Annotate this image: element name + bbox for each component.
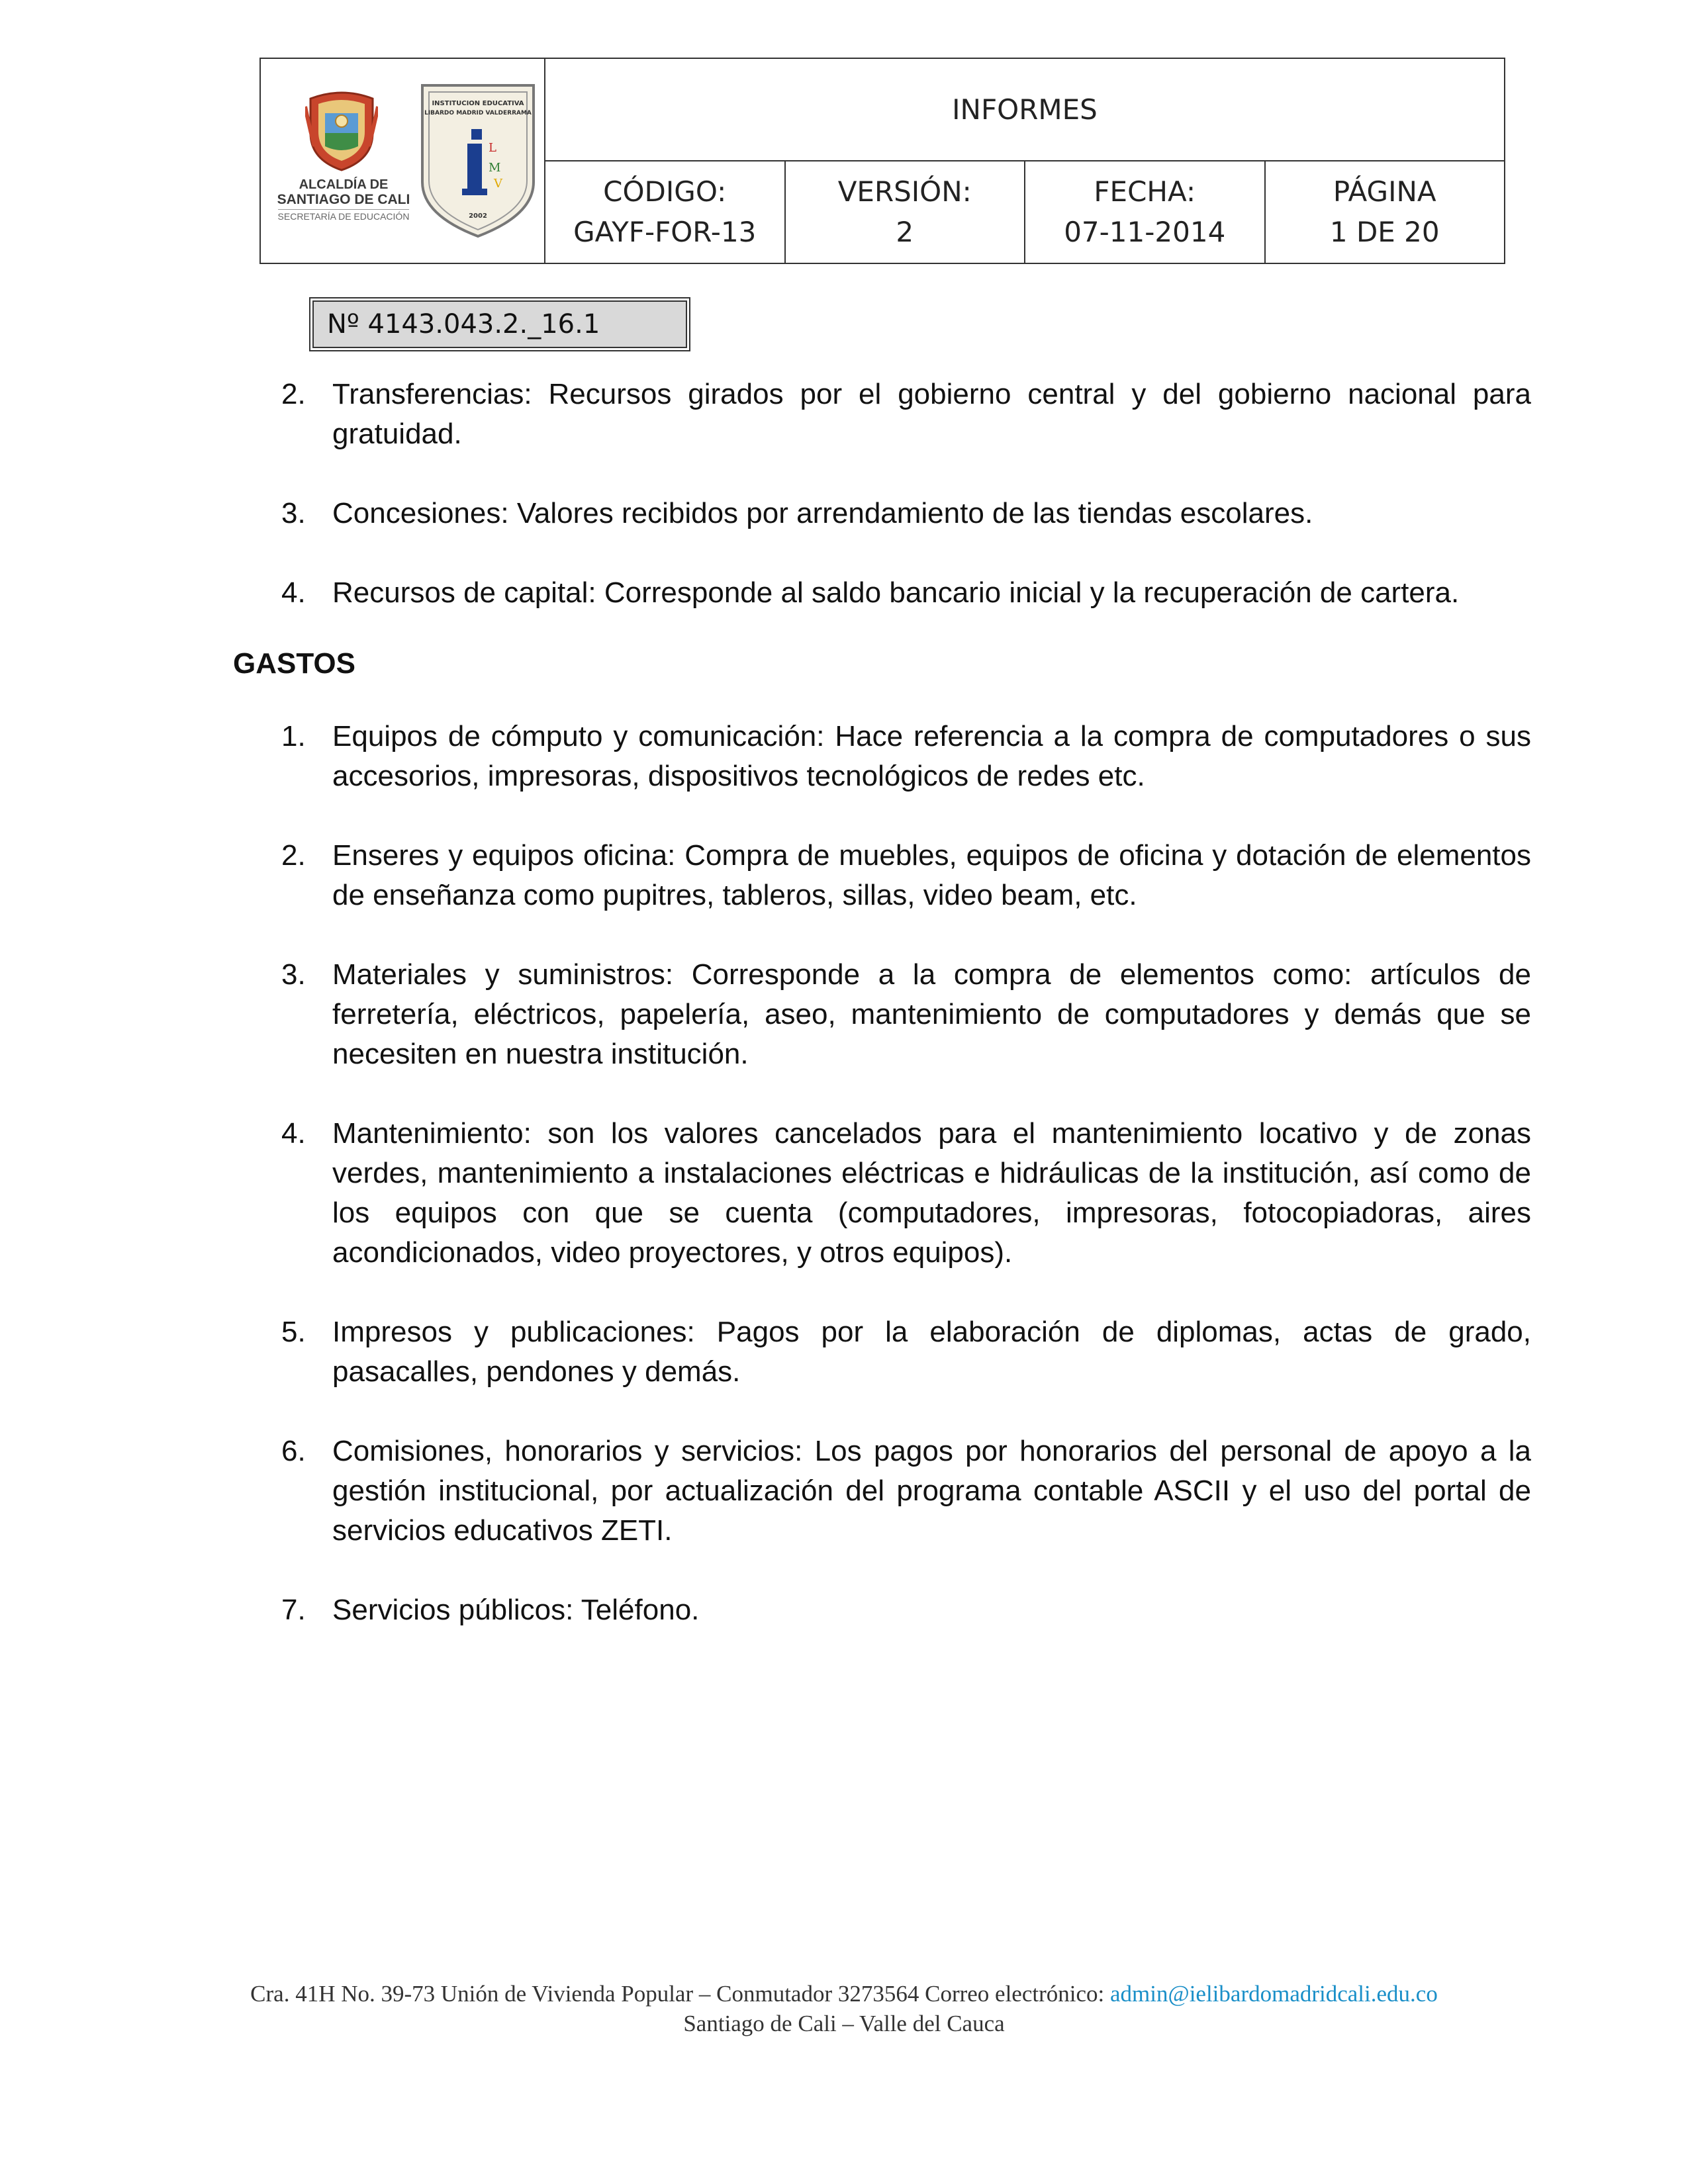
list-item-text: Materiales y suministros: Corresponde a la compra de elementos como: artículos de ferretería, eléctricos, papelería, aseo, mantenimiento de computadores y demás que se necesiten en nuestra institución. [332,958,1531,1070]
list-item-text: Comisiones, honorarios y servicios: Los pagos por honorarios del personal de apoyo a la gestión institucional, por actualización del programa contable ASCII y el uso del portal de servicios educativos ZETI. [332,1435,1531,1547]
school-shield-logo-icon [420,83,536,239]
list-item-number: 1. [281,720,306,752]
document-title: INFORMES [545,59,1504,161]
list-item-number: 4. [281,1117,306,1150]
list-item [281,1114,1531,1273]
svg-text:V: V [494,177,502,191]
list-item-number: 5. [281,1316,306,1348]
footer-email-link[interactable]: admin@ielibardomadridcali.edu.co [1109,1981,1438,2007]
list-item-text: Recursos de capital: Corresponde al saldo bancario inicial y la recuperación de cartera. [332,576,1460,609]
alcaldia-line-3: SECRETARÍA DE EDUCACIÓN [277,211,410,222]
list-item-text: Transferencias: Recursos girados por el gobierno central y del gobierno nacional para gratuidad. [332,378,1531,450]
codigo-value: GAYF-FOR-13 [573,215,757,248]
list-item [281,1312,1531,1392]
pagina-cell [1266,161,1505,263]
logos-cell [261,59,545,263]
list-item-text: Impresos y publicaciones: Pagos por la elaboración de diplomas, actas de grado, pasacalles, pendones y demás. [332,1316,1531,1388]
svg-text:LIBARDO MADRID VALDERRAMA: LIBARDO MADRID VALDERRAMA [424,110,532,116]
list-item [281,573,1531,613]
list-item [281,494,1531,533]
alcaldia-line-2: SANTIAGO DE CALI [277,192,410,207]
document-header [259,58,1505,264]
list-item-number: 4. [281,576,306,609]
fecha-value: 07-11-2014 [1064,215,1226,248]
svg-text:L: L [489,141,496,155]
list-item-number: 6. [281,1435,306,1467]
page-footer [0,1979,1688,2038]
codigo-cell [545,161,786,263]
fecha-label: FECHA: [1094,175,1196,208]
list-item-number: 3. [281,958,306,991]
svg-text:INSTITUCION EDUCATIVA: INSTITUCION EDUCATIVA [432,100,524,107]
alcaldia-divider [278,209,409,210]
alcaldia-logo [267,81,420,247]
version-value: 2 [896,215,914,248]
version-cell [786,161,1026,263]
list-item [281,717,1531,796]
svg-text:M: M [489,161,501,175]
footer-address: Cra. 41H No. 39-73 Unión de Vivienda Popular – Conmutador 3273564 Correo electrónico: [250,1981,1110,2007]
codigo-label: CÓDIGO: [603,175,727,208]
list-item-number: 3. [281,497,306,529]
list-item [281,375,1531,454]
svg-text:2002: 2002 [469,212,487,220]
list-item-number: 2. [281,839,306,872]
list-item-text: Servicios públicos: Teléfono. [332,1594,700,1626]
cali-coat-of-arms-icon [305,87,378,173]
version-label: VERSIÓN: [837,175,972,208]
footer-city: Santiago de Cali – Valle del Cauca [683,2011,1005,2036]
pagina-label: PÁGINA [1333,175,1436,208]
document-number-box [309,297,690,351]
document-number: Nº 4143.043.2._16.1 [312,300,687,348]
footer-address-line [0,1979,1688,2009]
header-info-area [545,59,1504,263]
pagina-value: 1 DE 20 [1329,215,1440,248]
list-item-text: Enseres y equipos oficina: Compra de muebles, equipos de oficina y dotación de elementos de enseñanza como pupitres, tableros, sillas, video beam, etc. [332,839,1531,911]
list-item [281,1432,1531,1551]
list-item-text: Concesiones: Valores recibidos por arrendamiento de las tiendas escolares. [332,497,1313,529]
document-meta-row [545,161,1504,263]
list-item [281,836,1531,915]
list-item-text: Equipos de cómputo y comunicación: Hace referencia a la compra de computadores o sus accesorios, impresoras, dispositivos tecnológicos de redes etc. [332,720,1531,792]
list-item-text: Mantenimiento: son los valores cancelados para el mantenimiento locativo y de zonas verdes, mantenimiento a instalaciones eléctricas e hidráulicas de la institución, así como de los equipos con que se cuenta (computadores, impresoras, fotocopiadoras, aires acondicionados, video proyectores, y otros equipos). [332,1117,1531,1269]
list-item-number: 2. [281,378,306,410]
gastos-heading: GASTOS [233,647,356,680]
list-item [281,955,1531,1074]
list-item [281,1590,1531,1630]
fecha-cell [1025,161,1266,263]
alcaldia-line-1: ALCALDÍA DE [299,177,389,192]
list-item-number: 7. [281,1594,306,1626]
